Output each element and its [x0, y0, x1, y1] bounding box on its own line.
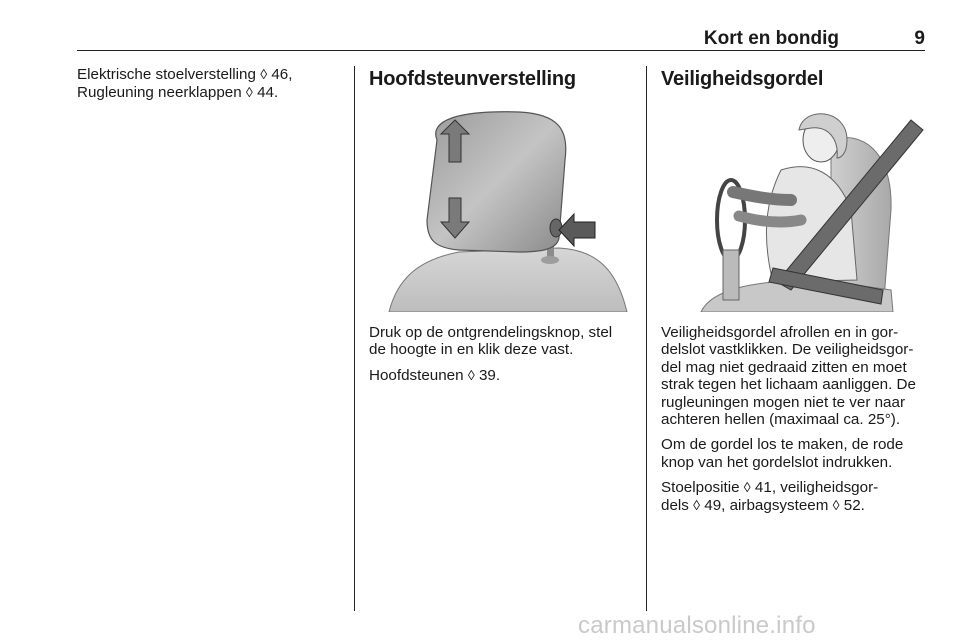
instruction-text: Druk op de ontgrendelingsknop, stel de hoogte in en klik deze vast. [369, 324, 613, 359]
seatbelt-illustration [661, 100, 926, 312]
page-reference-link[interactable]: 41, veiligheidsgor- [754, 479, 879, 497]
reference-arrow-icon: ◊ [693, 496, 701, 513]
reference-arrow-icon: ◊ [260, 66, 268, 82]
reference-arrow-icon: ◊ [467, 366, 475, 383]
section-heading: Hoofdsteunverstelling [369, 68, 576, 90]
page-reference-link[interactable]: 52. [843, 496, 865, 514]
column-2 [369, 66, 632, 392]
page-reference-link[interactable]: 46, [271, 66, 293, 83]
page-header [77, 28, 925, 51]
section-heading: Veiligheidsgordel [661, 68, 824, 90]
column-divider [354, 66, 355, 611]
column-3 [661, 66, 928, 522]
cross-reference-line: Hoofdsteunen ◊ 39. [369, 366, 501, 384]
page-reference-link[interactable]: 39. [478, 366, 501, 384]
cross-reference-line: Stoelpositie ◊ 41, veiligheidsgor- dels ◊ 49, airbagsysteem ◊ 52. [661, 479, 879, 514]
cross-reference-line: Elektrische stoelverstelling ◊ 46, [77, 66, 293, 83]
site-watermark: carmanualsonline.info [578, 612, 816, 639]
headrest-illustration [369, 100, 632, 312]
instruction-text: Om de gordel los te maken, de rode knop van het gordelslot indrukken. [661, 436, 904, 471]
reference-arrow-icon: ◊ [832, 496, 840, 513]
page-reference-link[interactable]: 49, airbagsysteem [704, 496, 829, 514]
instruction-text: Veiligheidsgordel afrollen en in gor-delslot vastklikken. De veiligheidsgor-del mag niet gedraaid zitten en moet strak tegen het lichaam aanliggen. De rugleuningen mogen niet te ver naar achteren hellen (maximaal ca. 25°). [661, 324, 916, 429]
column-1 [77, 66, 345, 101]
cross-reference-line: Rugleuning neerklappen ◊ 44. [77, 83, 279, 101]
reference-arrow-icon: ◊ [245, 83, 253, 100]
page-title: Kort en bondig [703, 28, 839, 49]
page-reference-link[interactable]: 44. [257, 83, 279, 101]
column-divider [646, 66, 647, 611]
page-number: 9 [914, 28, 925, 49]
reference-arrow-icon: ◊ [743, 479, 751, 496]
